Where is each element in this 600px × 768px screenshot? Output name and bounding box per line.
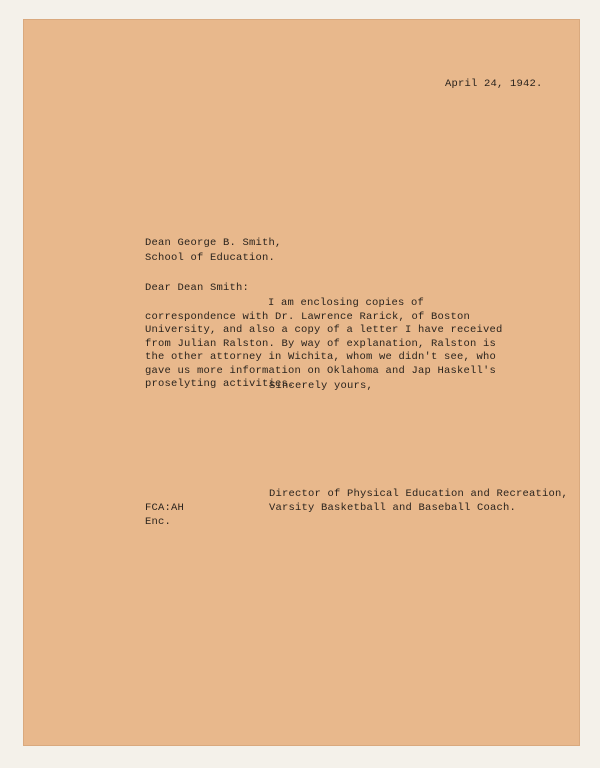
reference-initials: FCA:AH [145, 502, 185, 514]
recipient-office: School of Education. [145, 252, 276, 264]
salutation: Dear Dean Smith: [145, 282, 250, 294]
recipient-name: Dean George B. Smith, [145, 237, 282, 249]
letter-date: April 24, 1942. [445, 78, 543, 90]
signature-title-line-2: Varsity Basketball and Baseball Coach. [269, 502, 517, 514]
signature-title-line-1: Director of Physical Education and Recreation, [269, 488, 569, 500]
closing: Sincerely yours, [269, 380, 374, 392]
letter-body: I am enclosing copies of correspondence with Dr. Lawrence Rarick, of Boston University, and also a copy of a letter I have received from Julian Ralston. By way of explanation, Ralston is the other attorney in Wichita, whom we didn't see, who gave us more information on Oklahoma and Jap Haskell's proselyting activities. [145, 297, 503, 390]
enclosure-notation: Enc. [145, 516, 172, 528]
